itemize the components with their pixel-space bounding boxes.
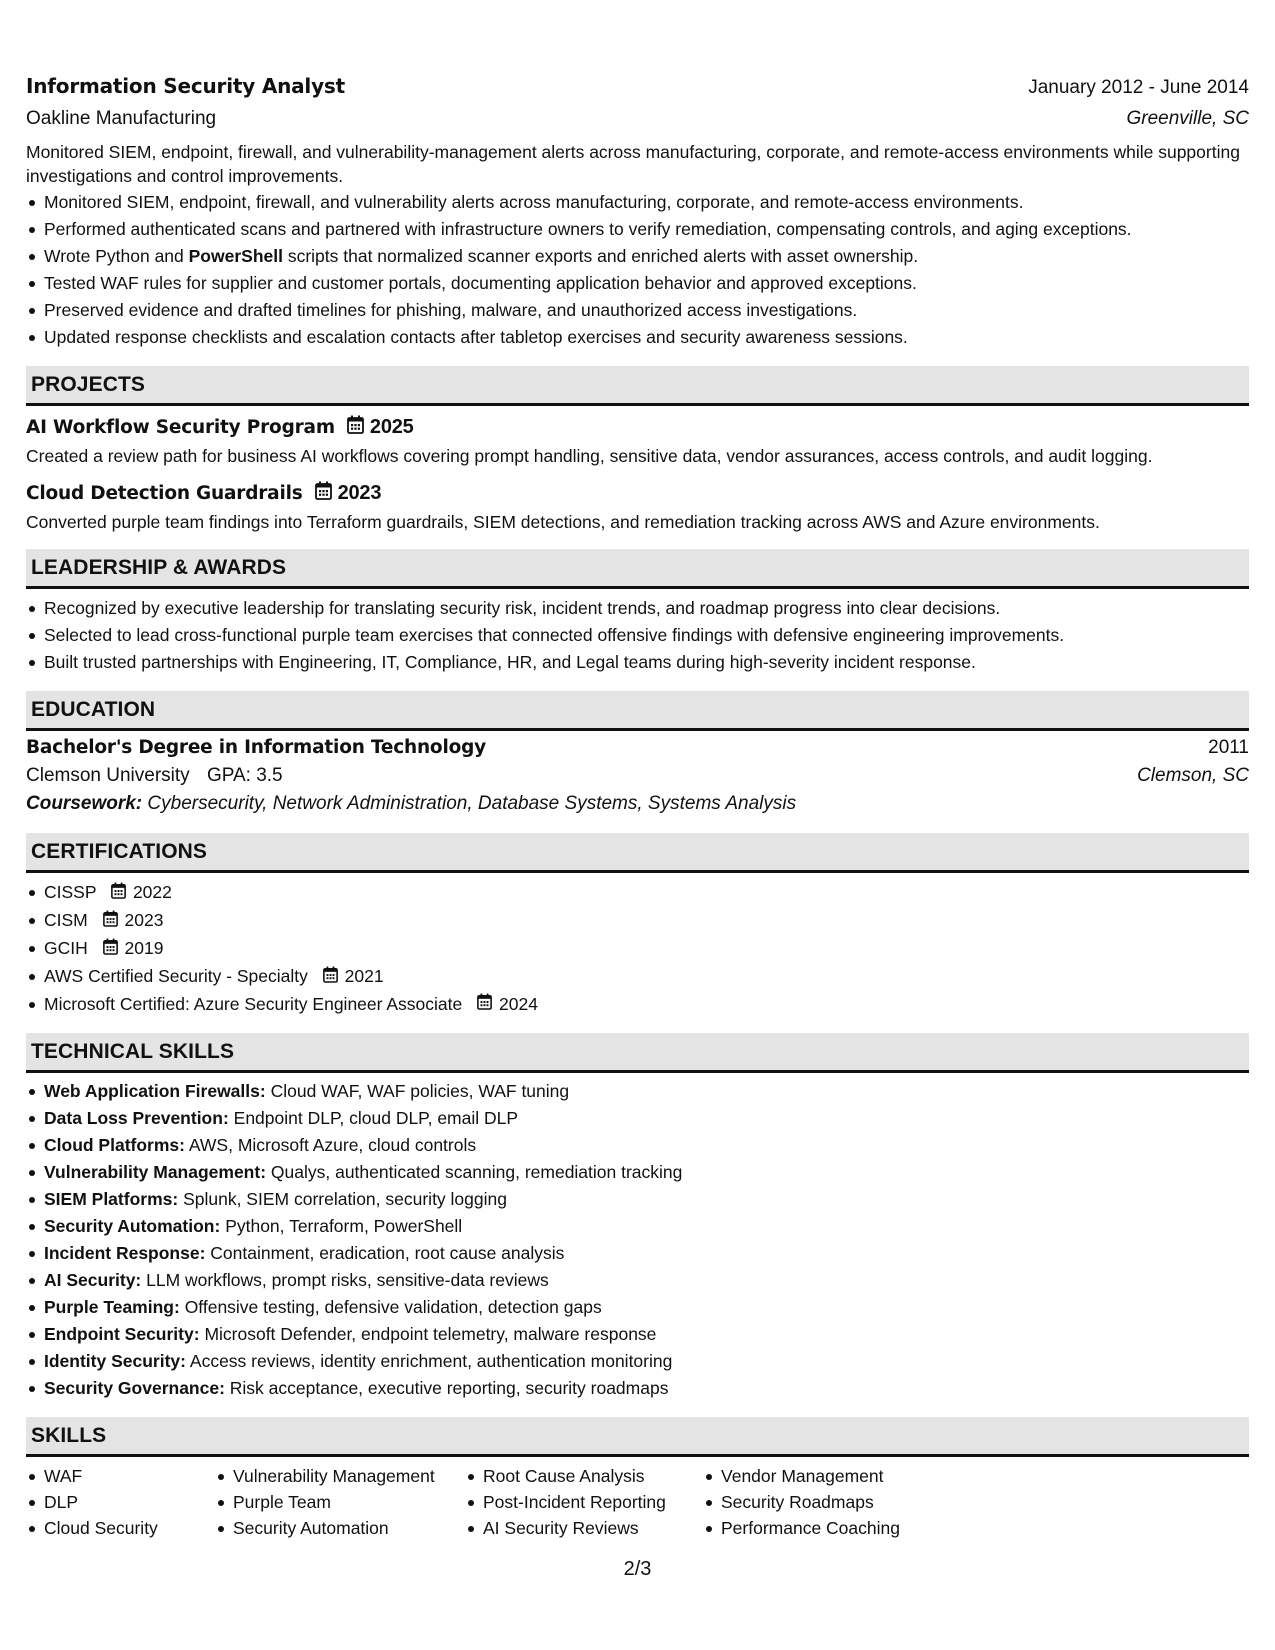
project-year: 2023 xyxy=(337,481,382,504)
skill-category: Security Governance: xyxy=(44,1378,225,1399)
skills-grid xyxy=(26,1463,1249,1541)
list-item: Monitored SIEM, endpoint, firewall, and vulnerability alerts across manufacturing, corporate, and remote-access environments. xyxy=(44,189,1249,216)
job-summary: Monitored SIEM, endpoint, firewall, and vulnerability-management alerts across manufacturing, corporate, and remote-access environments while supporting investigations and control improvements. xyxy=(26,142,1240,186)
project-entry xyxy=(26,481,1249,534)
school-location: Clemson, SC xyxy=(1137,765,1249,786)
list-item xyxy=(44,1294,1249,1321)
cert-year: 2023 xyxy=(124,909,164,930)
job-header xyxy=(26,74,1249,99)
coursework-label: Coursework: xyxy=(26,793,143,814)
list-item xyxy=(44,1132,1249,1159)
job-dates: January 2012 - June 2014 xyxy=(1028,77,1249,98)
project-title: AI Workflow Security Program xyxy=(26,416,335,438)
list-item xyxy=(44,991,1249,1019)
list-item: Post-Incident Reporting xyxy=(483,1489,703,1515)
skill-category: Purple Teaming: xyxy=(44,1297,180,1318)
list-item: Selected to lead cross-functional purple team exercises that connected offensive findings with defensive engineering improvements. xyxy=(44,622,1249,649)
bullet-text: scripts that normalized scanner exports and enriched alerts with asset ownership. xyxy=(282,246,919,266)
technical-skills-list xyxy=(26,1078,1249,1402)
list-item: Vulnerability Management xyxy=(233,1463,465,1489)
list-item xyxy=(44,1078,1249,1105)
skill-values: AWS, Microsoft Azure, cloud controls xyxy=(188,1135,477,1156)
list-item: Purple Team xyxy=(233,1489,465,1515)
coursework-list: Cybersecurity, Network Administration, Database Systems, Systems Analysis xyxy=(147,793,797,814)
skill-values: Python, Terraform, PowerShell xyxy=(225,1216,463,1237)
calendar-icon xyxy=(323,964,338,991)
list-item xyxy=(44,1213,1249,1240)
calendar-icon xyxy=(347,415,364,439)
list-item xyxy=(44,1159,1249,1186)
skill-values: Endpoint DLP, cloud DLP, email DLP xyxy=(233,1108,519,1129)
calendar-icon xyxy=(103,936,118,963)
list-item xyxy=(44,907,1249,935)
skill-category: Vulnerability Management: xyxy=(44,1162,267,1183)
list-item: Vendor Management xyxy=(721,1463,961,1489)
graduation-year: 2011 xyxy=(1208,737,1249,758)
skill-category: Web Application Firewalls: xyxy=(44,1081,266,1102)
skills-column xyxy=(465,1463,703,1541)
skill-values: Splunk, SIEM correlation, security logging xyxy=(183,1189,507,1210)
bullet-bold-text: PowerShell xyxy=(188,246,283,266)
section-heading-skills: SKILLS xyxy=(26,1417,1249,1457)
school-name: Clemson University xyxy=(26,765,190,786)
calendar-icon xyxy=(477,991,492,1018)
skill-values: Qualys, authenticated scanning, remediation tracking xyxy=(270,1162,683,1183)
list-item: Performed authenticated scans and partnered with infrastructure owners to verify remediation, compensating controls, and aging exceptions. xyxy=(44,216,1249,243)
cert-name: AWS Certified Security - Specialty xyxy=(44,965,308,986)
list-item: Updated response checklists and escalation contacts after tabletop exercises and security awareness sessions. xyxy=(44,324,1249,351)
coursework xyxy=(26,793,1249,815)
calendar-icon xyxy=(111,880,126,907)
certifications-list xyxy=(26,879,1249,1018)
list-item xyxy=(44,1105,1249,1132)
section-heading-certifications: CERTIFICATIONS xyxy=(26,833,1249,873)
cert-name: Microsoft Certified: Azure Security Engineer Associate xyxy=(44,993,463,1014)
project-entry xyxy=(26,415,1249,468)
degree: Bachelor's Degree in Information Technology xyxy=(26,737,486,758)
list-item xyxy=(44,1186,1249,1213)
calendar-icon xyxy=(315,481,332,505)
list-item xyxy=(44,1267,1249,1294)
list-item: Security Automation xyxy=(233,1515,465,1541)
job-subheader xyxy=(26,108,1249,130)
skill-category: Data Loss Prevention: xyxy=(44,1108,229,1129)
list-item xyxy=(44,879,1249,907)
skill-category: Identity Security: xyxy=(44,1351,186,1372)
list-item: AI Security Reviews xyxy=(483,1515,703,1541)
list-item xyxy=(44,1321,1249,1348)
job-location: Greenville, SC xyxy=(1126,108,1249,129)
list-item xyxy=(44,1240,1249,1267)
job-bullets xyxy=(26,189,1249,351)
project-description: Created a review path for business AI workflows covering prompt handling, sensitive data, vendor assurances, access controls, and audit logging. xyxy=(26,446,1153,466)
skill-values: Access reviews, identity enrichment, authentication monitoring xyxy=(189,1351,673,1372)
leadership-list xyxy=(26,595,1249,676)
skills-column xyxy=(215,1463,465,1541)
skills-column xyxy=(703,1463,961,1541)
calendar-icon xyxy=(103,908,118,935)
cert-name: GCIH xyxy=(44,937,88,958)
skill-values: Microsoft Defender, endpoint telemetry, malware response xyxy=(204,1324,657,1345)
project-year: 2025 xyxy=(369,415,414,438)
skill-values: Offensive testing, defensive validation, detection gaps xyxy=(184,1297,602,1318)
skill-category: Endpoint Security: xyxy=(44,1324,200,1345)
skill-category: SIEM Platforms: xyxy=(44,1189,179,1210)
cert-year: 2021 xyxy=(344,965,384,986)
bullet-text: Wrote Python and xyxy=(44,246,189,266)
section-heading-education: EDUCATION xyxy=(26,691,1249,731)
list-item: Recognized by executive leadership for translating security risk, incident trends, and roadmap progress into clear decisions. xyxy=(44,595,1249,622)
cert-year: 2022 xyxy=(132,882,172,902)
cert-name: CISM xyxy=(44,909,88,930)
skill-values: Containment, eradication, root cause analysis xyxy=(210,1243,565,1264)
skill-category: Security Automation: xyxy=(44,1216,221,1237)
list-item: Cloud Security xyxy=(44,1515,215,1541)
list-item: DLP xyxy=(44,1489,215,1515)
list-item: Performance Coaching xyxy=(721,1515,961,1541)
skill-values: Risk acceptance, executive reporting, security roadmaps xyxy=(229,1378,669,1399)
experience-entry xyxy=(26,74,1249,351)
list-item xyxy=(44,1375,1249,1402)
skill-category: AI Security: xyxy=(44,1270,142,1291)
section-heading-leadership: LEADERSHIP & AWARDS xyxy=(26,549,1249,589)
list-item: Tested WAF rules for supplier and customer portals, documenting application behavior and approved exceptions. xyxy=(44,270,1249,297)
skills-column xyxy=(26,1463,215,1541)
list-item: Built trusted partnerships with Engineering, IT, Compliance, HR, and Legal teams during high-severity incident response. xyxy=(44,649,1249,676)
section-heading-projects: PROJECTS xyxy=(26,366,1249,406)
skill-values: Cloud WAF, WAF policies, WAF tuning xyxy=(270,1081,570,1102)
list-item: Security Roadmaps xyxy=(721,1489,961,1515)
list-item: WAF xyxy=(44,1463,215,1489)
list-item xyxy=(44,935,1249,963)
section-heading-technical-skills: TECHNICAL SKILLS xyxy=(26,1033,1249,1073)
education-entry xyxy=(26,737,1249,815)
gpa: GPA: 3.5 xyxy=(206,765,283,786)
cert-year: 2019 xyxy=(124,937,164,958)
skill-category: Cloud Platforms: xyxy=(44,1135,185,1156)
list-item: Preserved evidence and drafted timelines for phishing, malware, and unauthorized access investigations. xyxy=(44,297,1249,324)
cert-name: CISSP xyxy=(44,882,97,902)
job-title: Information Security Analyst xyxy=(26,74,345,98)
list-item xyxy=(44,963,1249,991)
list-item xyxy=(44,243,1249,270)
cert-year: 2024 xyxy=(499,993,538,1014)
skill-values: LLM workflows, prompt risks, sensitive-data reviews xyxy=(146,1270,549,1291)
project-title: Cloud Detection Guardrails xyxy=(26,482,303,504)
job-company: Oakline Manufacturing xyxy=(26,108,217,129)
list-item xyxy=(44,1348,1249,1375)
list-item: Root Cause Analysis xyxy=(483,1463,703,1489)
page-number: 2/3 xyxy=(623,1558,652,1580)
skill-category: Incident Response: xyxy=(44,1243,206,1264)
project-description: Converted purple team findings into Terraform guardrails, SIEM detections, and remediation tracking across AWS and Azure environments. xyxy=(26,512,1100,532)
